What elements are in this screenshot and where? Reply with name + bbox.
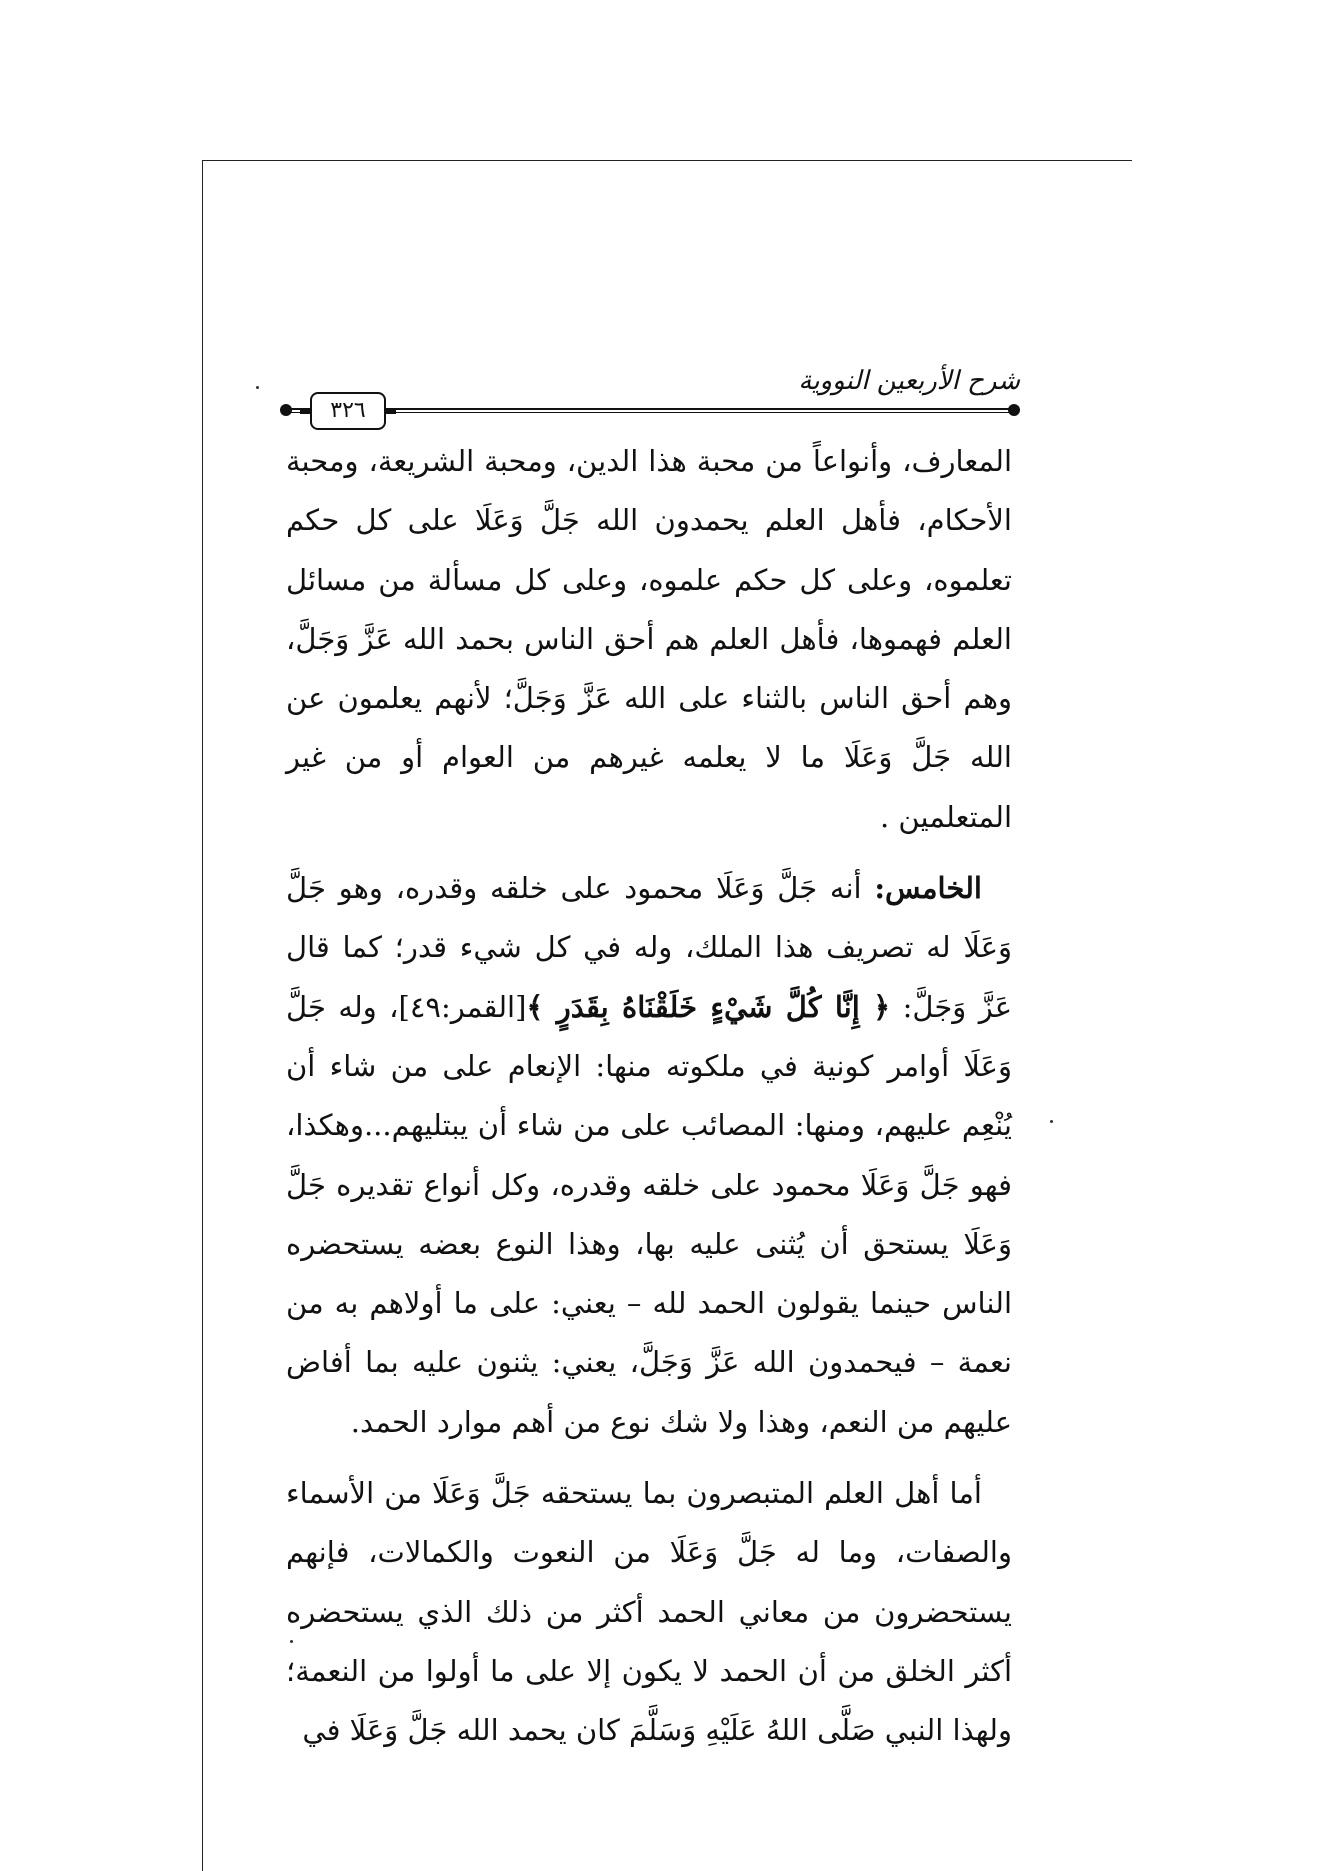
rule-end-dot-right	[1008, 404, 1020, 416]
section-lead-fifth: الخامس:	[874, 871, 982, 906]
page-body	[286, 432, 1012, 1773]
scan-speck	[256, 386, 259, 389]
page-number: ٣٢٦	[310, 392, 386, 430]
scan-speck	[1050, 1120, 1053, 1123]
book-title: شرح الأربعين النووية	[798, 366, 1020, 396]
paragraph-3: أما أهل العلم المتبصرون بما يستحقه جَلَّ وَعَلَا من الأسماء والصفات، وما له جَلَّ وَعَلَا من النعوت والكمالات، فإنهم يستحضرون من معاني الحمد أكثر من ذلك الذي يستحضره أكثر الخلق من أن الحمد لا يكون إلا على ما أولوا من النعمة؛ ولهذا النبي صَلَّى اللهُ عَلَيْهِ وَسَلَّمَ كان يحمد الله جَلَّ وَعَلَا في	[286, 1476, 1012, 1748]
paragraph-2-text-a: أنه جَلَّ وَعَلَا محمود على خلقه وقدره، وهو جَلَّ وَعَلَا له تصريف هذا الملك، وله في كل شيء قدر؛ كما قال عَزَّ وَجَلَّ:	[286, 871, 1012, 1024]
scan-border-top	[202, 160, 1132, 161]
paragraph-2-text-b: [القمر:٤٩]، وله جَلَّ وَعَلَا أوامر كونية في ملكوته منها: الإنعام على من شاء أن يُنْعِم عليهم، ومنها: المصائب على من شاء أن يبتليهم...وهكذا، فهو جَلَّ وَعَلَا محمود على خلقه وقدره، وكل أنواع تقديره جَلَّ وَعَلَا يستحق أن يُثنى عليه بها، وهذا النوع بعضه يستحضره الناس حينما يقولون الحمد لله – يعني: على ما أولاهم به من نعمة – فيحمدون الله عَزَّ وَجَلَّ، يعني: يثنون عليه بما أفاض عليهم من النعم، وهذا ولا شك نوع من أهم موارد الحمد.	[286, 989, 1012, 1439]
quran-verse: ﴿ إِنَّا كُلَّ شَيْءٍ خَلَقْنَاهُ بِقَدَرٍ ﴾	[526, 989, 891, 1024]
scan-border-left	[202, 160, 203, 1871]
paragraph-1: المعارف، وأنواعاً من محبة هذا الدين، ومحبة الشريعة، ومحبة الأحكام، فأهل العلم يحمدون الله جَلَّ وَعَلَا على كل حكم تعلموه، وعلى كل حكم علموه، وعلى كل مسألة من مسائل العلم فهموها، فأهل العلم هم أحق الناس بحمد الله عَزَّ وَجَلَّ، وهم أحق الناس بالثناء على الله عَزَّ وَجَلَّ؛ لأنهم يعلمون عن الله جَلَّ وَعَلَا ما لا يعلمه غيرهم من العوام أو من غير المتعلمين .	[286, 444, 1012, 834]
scan-speck	[290, 1640, 293, 1643]
paragraph-2	[286, 859, 1012, 1452]
page-header	[280, 362, 1020, 432]
rule-end-dot-left	[280, 404, 292, 416]
